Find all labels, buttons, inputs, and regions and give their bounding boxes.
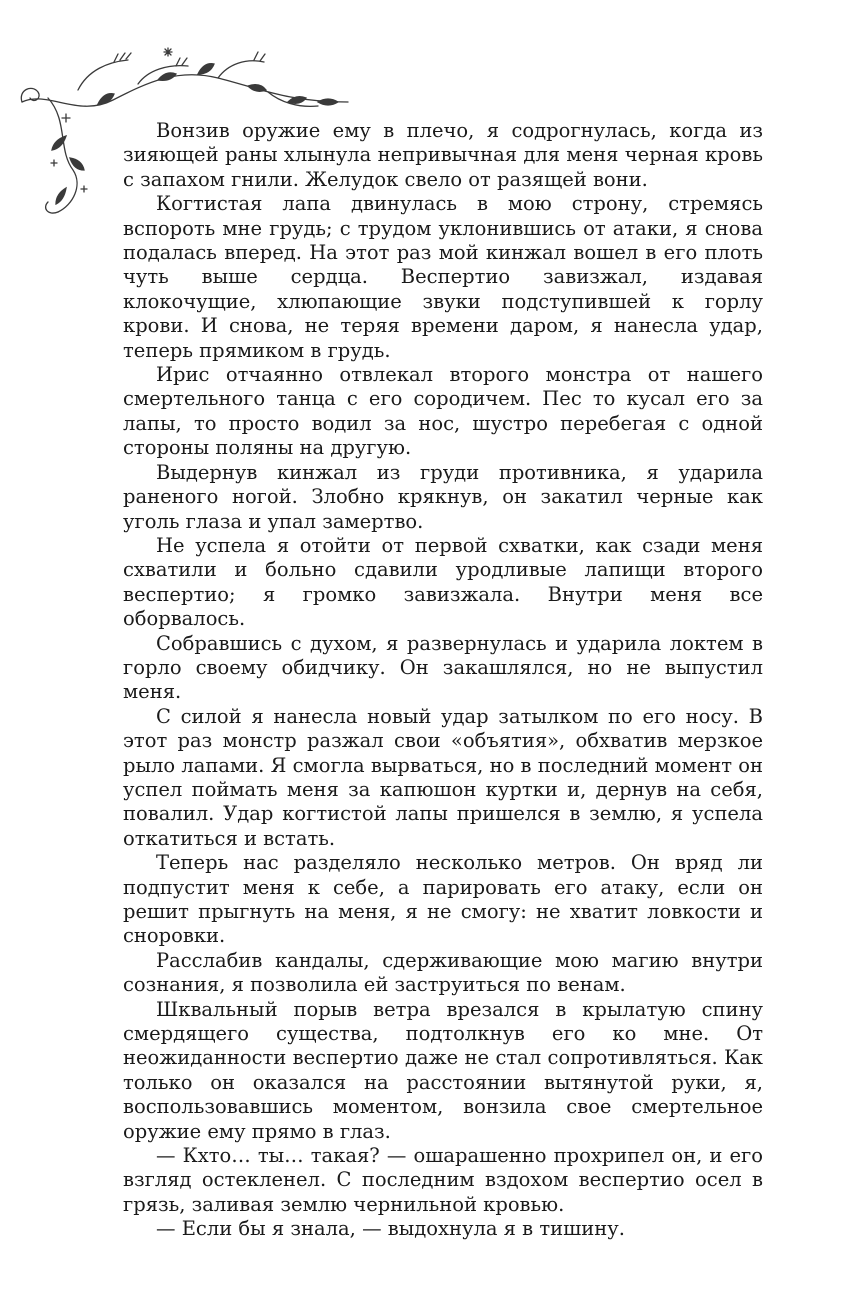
paragraph: Собравшись с духом, я развернулась и ударила локтем в горло своему обидчику. Он закашлялся, но не выпустил меня. bbox=[123, 631, 763, 704]
paragraph: Не успела я отойти от первой схватки, как сзади меня схватили и больно сдавили уродливые лапищи второго веспертио; я громко завизжала. Внутри меня все оборвалось. bbox=[123, 533, 763, 631]
paragraph: Вонзив оружие ему в плечо, я содрогнулась, когда из зияющей раны хлынула непривычная для меня черная кровь с запахом гнили. Желудок свело от разящей вони. bbox=[123, 119, 763, 191]
paragraph: Теперь нас разделяло несколько метров. Он вряд ли подпустит меня к себе, а парировать его атаку, если он решит прыгнуть на меня, я не смогу: не хватит ловкости и сноровки. bbox=[123, 851, 763, 948]
paragraph: — Кхто… ты… такая? — ошарашенно прохрипел он, и его взгляд остекленел. С последним вздохом веспертио осел в грязь, заливая землю чернильной кровью. bbox=[123, 1144, 763, 1216]
paragraph: С силой я нанесла новый удар затылком по его носу. В этот раз монстр разжал свои «объятия», обхватив мерзкое рыло лапами. Я смогла вырваться, но в последний момент он успел поймать меня за капюшон куртки и, дернув на себя, повалил. Удар когтистой лапы пришелся в землю, я успела откатиться и встать. bbox=[123, 704, 763, 850]
paragraph: Выдернув кинжал из груди противника, я ударила раненого ногой. Злобно крякнув, он закатил черные как уголь глаза и упал замертво. bbox=[123, 460, 763, 533]
paragraph: — Если бы я знала, — выдохнула я в тишину. bbox=[156, 1217, 625, 1241]
paragraph: Расслабив кандалы, сдерживающие мою магию внутри сознания, я позволила ей заструиться по венам. bbox=[123, 948, 763, 997]
main-text bbox=[123, 119, 763, 1242]
paragraph: Шквальный порыв ветра врезался в крылатую спину смердящего существа, подтолкнув его ко мне. От неожиданности веспертио даже не стал сопротивляться. Как только он оказался на расстоянии вытянутой руки, я, воспользовавшись моментом, вонзила свое смертельное оружие ему прямо в глаз. bbox=[123, 997, 763, 1143]
paragraph: Ирис отчаянно отвлекал второго монстра от нашего смертельного танца с его сородичем. Пес то кусал его за лапы, то просто водил за нос, шустро перебегая с одной стороны поляны на другую. bbox=[123, 363, 763, 460]
paragraph: Когтистая лапа двинулась в мою строну, стремясь вспороть мне грудь; с трудом уклонившись от атаки, я снова подалась вперед. На этот раз мой кинжал вошел в его плоть чуть выше сердца. Веспертио завизжал, издавая клокочущие, хлюпающие звуки подступившей к горлу крови. И снова, не теряя времени даром, я нанесла удар, теперь прямиком в грудь. bbox=[123, 192, 763, 362]
